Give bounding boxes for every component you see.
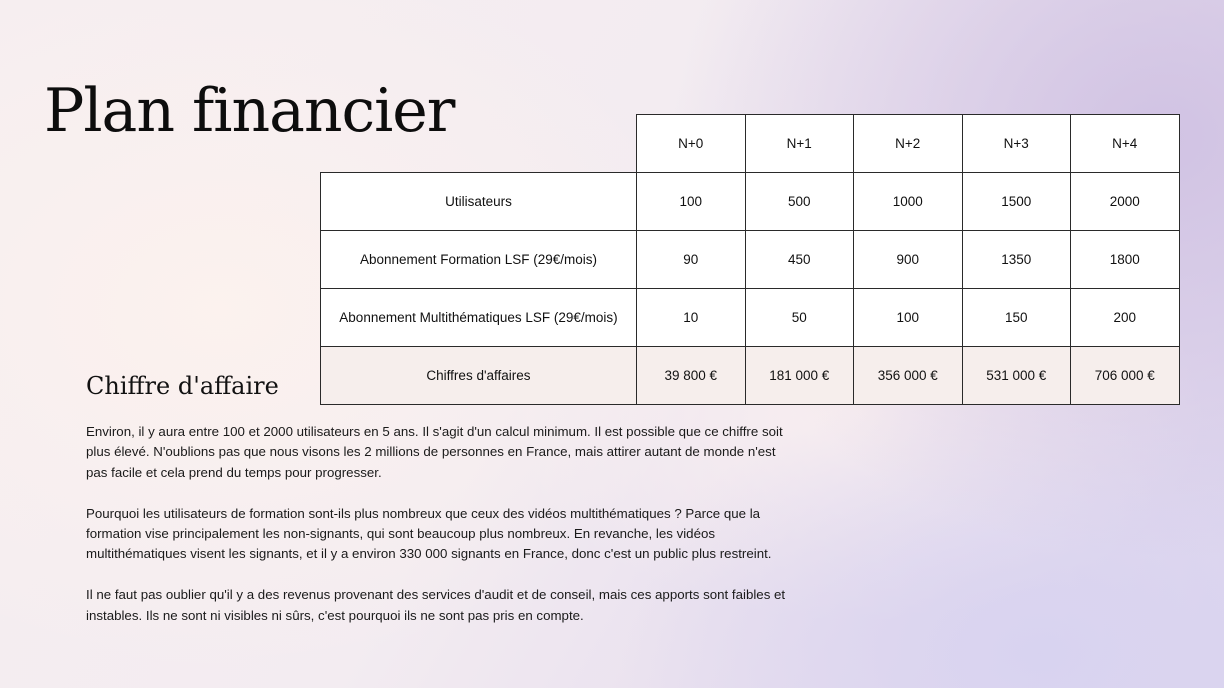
table-row [321,173,1180,231]
table-cell: 706 000 € [1071,347,1180,405]
table-cell: 10 [637,289,746,347]
column-header: N+0 [637,115,746,173]
table-row [321,231,1180,289]
column-header: N+2 [854,115,963,173]
table-cell: 39 800 € [637,347,746,405]
paragraph: Pourquoi les utilisateurs de formation sont-ils plus nombreux que ceux des vidéos multithématiques ? Parce que la formation vise principalement les non-signants, qui sont beaucoup plus nombreux. En revanche, les vidéos multithématiques visent les signants, et il y a environ 330 000 signants en France, donc c'est un public plus restreint. [86,505,772,562]
table-header-row [321,115,1180,173]
row-label: Abonnement Multithématiques LSF (29€/mois) [321,289,637,347]
column-header: N+4 [1071,115,1180,173]
row-label: Chiffres d'affaires [321,347,637,405]
paragraph: Environ, il y aura entre 100 et 2000 utilisateurs en 5 ans. Il s'agit d'un calcul minimum. Il est possible que ce chiffre soit plus élevé. N'oublions pas que nous visons les 2 millions de personnes en France, mais attirer autant de monde n'est pas facile et cela prend du temps pour progresser. [86,424,783,480]
table-cell: 150 [962,289,1071,347]
section-title: Chiffre d'affaire [86,372,279,400]
table-cell: 1000 [854,173,963,231]
body-text [86,422,796,646]
page-title: Plan financier [44,76,455,146]
row-label: Utilisateurs [321,173,637,231]
table-row [321,289,1180,347]
paragraph: Il ne faut pas oublier qu'il y a des revenus provenant des services d'audit et de conseil, mais ces apports sont faibles et instables. Ils ne sont ni visibles ni sûrs, c'est pourquoi ils ne sont pas pris en compte. [86,587,786,623]
table-cell: 1800 [1071,231,1180,289]
table-cell: 181 000 € [745,347,854,405]
table-cell: 2000 [1071,173,1180,231]
table-cell: 90 [637,231,746,289]
table-cell: 50 [745,289,854,347]
table-corner-cell [321,115,637,173]
table-cell: 356 000 € [854,347,963,405]
column-header: N+3 [962,115,1071,173]
table-cell: 531 000 € [962,347,1071,405]
table-cell: 200 [1071,289,1180,347]
column-header: N+1 [745,115,854,173]
table-cell: 450 [745,231,854,289]
row-label: Abonnement Formation LSF (29€/mois) [321,231,637,289]
table-cell: 1350 [962,231,1071,289]
table-cell: 100 [637,173,746,231]
financial-table [320,114,1180,405]
table-cell: 900 [854,231,963,289]
table-cell: 100 [854,289,963,347]
table-total-row [321,347,1180,405]
table-cell: 500 [745,173,854,231]
table-cell: 1500 [962,173,1071,231]
